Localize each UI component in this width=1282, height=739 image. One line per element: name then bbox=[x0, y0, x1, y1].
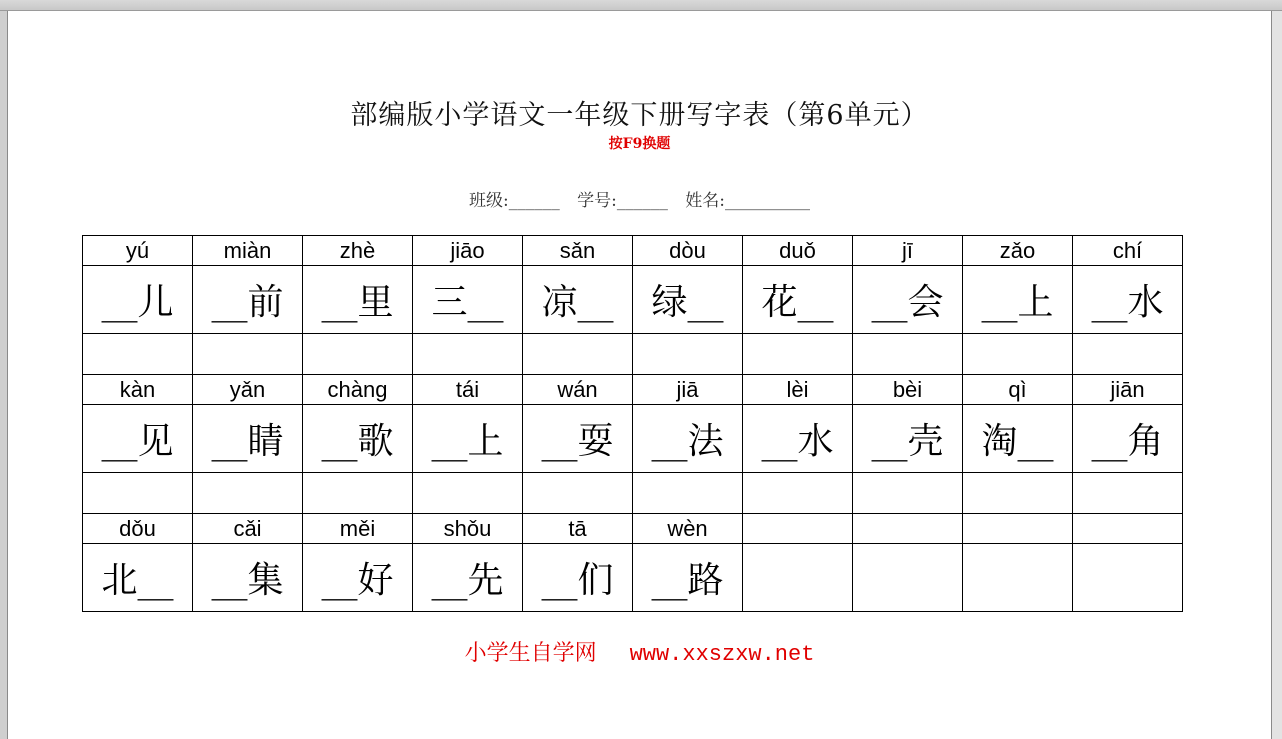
word-cell bbox=[1073, 544, 1183, 612]
pinyin-cell: sǎn bbox=[523, 236, 633, 266]
student-info bbox=[8, 186, 1271, 211]
pinyin-cell: chí bbox=[1073, 236, 1183, 266]
word-row bbox=[83, 405, 1183, 473]
writing-space-cell[interactable] bbox=[963, 473, 1073, 514]
writing-space-cell[interactable] bbox=[193, 334, 303, 375]
pinyin-cell bbox=[963, 514, 1073, 544]
word-cell: __会 bbox=[853, 266, 963, 334]
writing-space-cell[interactable] bbox=[633, 473, 743, 514]
pinyin-cell: tái bbox=[413, 375, 523, 405]
word-cell: 北__ bbox=[83, 544, 193, 612]
pinyin-cell: chàng bbox=[303, 375, 413, 405]
word-cell: 凉__ bbox=[523, 266, 633, 334]
writing-space-cell[interactable] bbox=[743, 334, 853, 375]
writing-space-cell[interactable] bbox=[963, 334, 1073, 375]
word-cell: __们 bbox=[523, 544, 633, 612]
writing-space-cell[interactable] bbox=[1073, 334, 1183, 375]
word-cell: __壳 bbox=[853, 405, 963, 473]
pinyin-cell: miàn bbox=[193, 236, 303, 266]
word-cell: __法 bbox=[633, 405, 743, 473]
pinyin-cell: yú bbox=[83, 236, 193, 266]
word-cell bbox=[963, 544, 1073, 612]
writing-space-cell[interactable] bbox=[193, 473, 303, 514]
pinyin-cell: jiā bbox=[633, 375, 743, 405]
pinyin-cell: měi bbox=[303, 514, 413, 544]
refresh-hint: 按F9换题 bbox=[608, 136, 671, 152]
pinyin-cell: yǎn bbox=[193, 375, 303, 405]
writing-grid bbox=[82, 235, 1183, 612]
word-cell: __先 bbox=[413, 544, 523, 612]
pinyin-cell: dǒu bbox=[83, 514, 193, 544]
pinyin-cell: jiān bbox=[1073, 375, 1183, 405]
student-name-field[interactable]: 姓名:__________ bbox=[685, 191, 810, 211]
scroll-gutter[interactable] bbox=[1271, 11, 1282, 739]
pinyin-row bbox=[83, 375, 1183, 405]
writing-space-cell[interactable] bbox=[413, 334, 523, 375]
writing-space-cell[interactable] bbox=[853, 334, 963, 375]
word-cell: 绿__ bbox=[633, 266, 743, 334]
word-cell: __前 bbox=[193, 266, 303, 334]
writing-space-row bbox=[83, 473, 1183, 514]
student-number-field[interactable]: 学号:______ bbox=[577, 191, 668, 211]
word-cell: __集 bbox=[193, 544, 303, 612]
writing-space-row bbox=[83, 334, 1183, 375]
pinyin-cell bbox=[853, 514, 963, 544]
writing-space-cell[interactable] bbox=[413, 473, 523, 514]
writing-space-cell[interactable] bbox=[303, 473, 413, 514]
word-cell bbox=[743, 544, 853, 612]
pinyin-cell: shǒu bbox=[413, 514, 523, 544]
word-cell: __睛 bbox=[193, 405, 303, 473]
pinyin-cell: wán bbox=[523, 375, 633, 405]
writing-space-cell[interactable] bbox=[853, 473, 963, 514]
pinyin-cell: zǎo bbox=[963, 236, 1073, 266]
word-cell bbox=[853, 544, 963, 612]
pinyin-cell bbox=[1073, 514, 1183, 544]
pinyin-cell: tā bbox=[523, 514, 633, 544]
word-cell: __水 bbox=[743, 405, 853, 473]
pinyin-cell: kàn bbox=[83, 375, 193, 405]
word-cell: __里 bbox=[303, 266, 413, 334]
pinyin-cell: jiāo bbox=[413, 236, 523, 266]
pinyin-cell: lèi bbox=[743, 375, 853, 405]
pinyin-cell: dòu bbox=[633, 236, 743, 266]
pinyin-cell: wèn bbox=[633, 514, 743, 544]
writing-space-cell[interactable] bbox=[523, 334, 633, 375]
word-cell: 三__ bbox=[413, 266, 523, 334]
word-cell: 淘__ bbox=[963, 405, 1073, 473]
word-cell: __好 bbox=[303, 544, 413, 612]
site-name: 小学生自学网 bbox=[464, 641, 597, 666]
writing-space-cell[interactable] bbox=[303, 334, 413, 375]
site-url[interactable]: www.xxszxw.net bbox=[629, 642, 815, 667]
word-cell: __路 bbox=[633, 544, 743, 612]
pinyin-row bbox=[83, 514, 1183, 544]
pinyin-cell: jī bbox=[853, 236, 963, 266]
pinyin-cell: qì bbox=[963, 375, 1073, 405]
word-cell: __水 bbox=[1073, 266, 1183, 334]
writing-space-cell[interactable] bbox=[633, 334, 743, 375]
pinyin-cell bbox=[743, 514, 853, 544]
writing-space-cell[interactable] bbox=[83, 334, 193, 375]
writing-space-cell[interactable] bbox=[523, 473, 633, 514]
word-row bbox=[83, 544, 1183, 612]
word-cell: __见 bbox=[83, 405, 193, 473]
word-cell: __角 bbox=[1073, 405, 1183, 473]
word-row bbox=[83, 266, 1183, 334]
word-cell: __歌 bbox=[303, 405, 413, 473]
pinyin-cell: zhè bbox=[303, 236, 413, 266]
word-cell: 花__ bbox=[743, 266, 853, 334]
word-cell: __上 bbox=[413, 405, 523, 473]
word-cell: __上 bbox=[963, 266, 1073, 334]
pinyin-row bbox=[83, 236, 1183, 266]
footer bbox=[8, 636, 1271, 667]
writing-space-cell[interactable] bbox=[743, 473, 853, 514]
writing-space-cell[interactable] bbox=[83, 473, 193, 514]
window-top-bar bbox=[0, 0, 1282, 11]
word-cell: __儿 bbox=[83, 266, 193, 334]
class-field[interactable]: 班级:______ bbox=[468, 191, 560, 211]
page-title: 部编版小学语文一年级下册写字表（第6单元） bbox=[350, 100, 929, 131]
pinyin-cell: cǎi bbox=[193, 514, 303, 544]
writing-space-cell[interactable] bbox=[1073, 473, 1183, 514]
pinyin-cell: duǒ bbox=[743, 236, 853, 266]
word-cell: __耍 bbox=[523, 405, 633, 473]
worksheet-page bbox=[7, 11, 1272, 739]
pinyin-cell: bèi bbox=[853, 375, 963, 405]
